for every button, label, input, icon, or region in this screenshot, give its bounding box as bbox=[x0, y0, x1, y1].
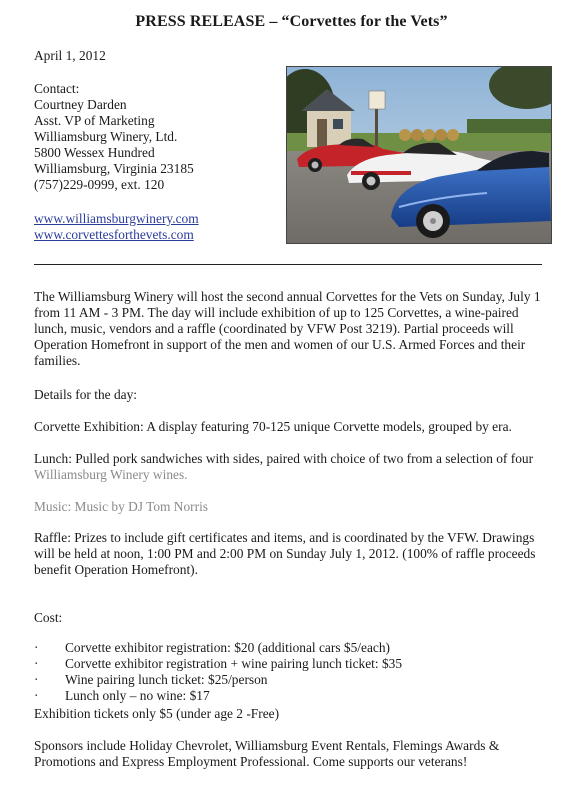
winery-link[interactable]: www.williamsburgwinery.com bbox=[34, 211, 199, 226]
cost-list bbox=[34, 640, 552, 704]
contact-name: Courtney Darden bbox=[34, 97, 127, 112]
contact-block bbox=[34, 81, 194, 193]
music-line: Music: Music by DJ Tom Norris bbox=[34, 499, 209, 514]
intro-paragraph: The Williamsburg Winery will host the second annual Corvettes for the Vets on Sunday, July 1 from 11 AM - 3 PM. The day will include exhibition of up to 125 Corvettes, a wine-paired lunch, music, vendors and a raffle (coordinated by VFW Post 3219). Partial proceeds will Operation Homefront in support of the men and women of our U.S. Armed Forces and their families. bbox=[34, 289, 541, 368]
exhibition-line: Corvette Exhibition: A display featuring 70-125 unique Corvette models, grouped by era. bbox=[34, 419, 512, 434]
details-heading: Details for the day: bbox=[34, 387, 137, 402]
release-date: April 1, 2012 bbox=[34, 48, 106, 63]
list-item bbox=[34, 688, 552, 704]
contact-phone: (757)229-0999, ext. 120 bbox=[34, 177, 165, 192]
corvettes-photo bbox=[286, 66, 552, 244]
list-item bbox=[34, 656, 552, 672]
cost-item-text: Wine pairing lunch ticket: $25/person bbox=[65, 672, 268, 687]
cost-item-text: Corvette exhibitor registration: $20 (additional cars $5/each) bbox=[65, 640, 390, 655]
exhibition-tickets-line: Exhibition tickets only $5 (under age 2 -Free) bbox=[34, 706, 280, 721]
corvettes-photo-illustration bbox=[287, 67, 551, 243]
list-item bbox=[34, 640, 552, 656]
contact-title: Asst. VP of Marketing bbox=[34, 113, 155, 128]
sponsors-paragraph: Sponsors include Holiday Chevrolet, Williamsburg Event Rentals, Flemings Awards & Promotions and Express Employment Professional. Come supports our veterans! bbox=[34, 738, 500, 769]
cost-item-text: Lunch only – no wine: $17 bbox=[65, 688, 210, 703]
contact-heading: Contact: bbox=[34, 81, 80, 96]
contact-street: 5800 Wessex Hundred bbox=[34, 145, 155, 160]
contact-company: Williamsburg Winery, Ltd. bbox=[34, 129, 178, 144]
divider-line bbox=[34, 264, 542, 265]
raffle-paragraph: Raffle: Prizes to include gift certificates and items, and is coordinated by the VFW. Drawings will be held at noon, 1:00 PM and 2:00 PM on Sunday July 1, 2012. (100% of raffle proceeds benefit Operation Homefront). bbox=[34, 530, 536, 577]
list-item bbox=[34, 672, 552, 688]
bullet: · bbox=[34, 688, 39, 703]
contact-city: Williamsburg, Virginia 23185 bbox=[34, 161, 194, 176]
bullet: · bbox=[34, 640, 39, 655]
lunch-line: Lunch: Pulled pork sandwiches with sides, paired with choice of two from a selection of four bbox=[34, 451, 534, 466]
links-block bbox=[34, 211, 199, 243]
bullet: · bbox=[34, 656, 39, 671]
cost-heading: Cost: bbox=[34, 610, 63, 625]
bullet: · bbox=[34, 672, 39, 687]
page-title: PRESS RELEASE – “Corvettes for the Vets” bbox=[135, 13, 448, 30]
cost-item-text: Corvette exhibitor registration + wine pairing lunch ticket: $35 bbox=[65, 656, 403, 671]
lunch-line-continued: Williamsburg Winery wines. bbox=[34, 467, 188, 482]
corvettes-link[interactable]: www.corvettesforthevets.com bbox=[34, 227, 194, 242]
